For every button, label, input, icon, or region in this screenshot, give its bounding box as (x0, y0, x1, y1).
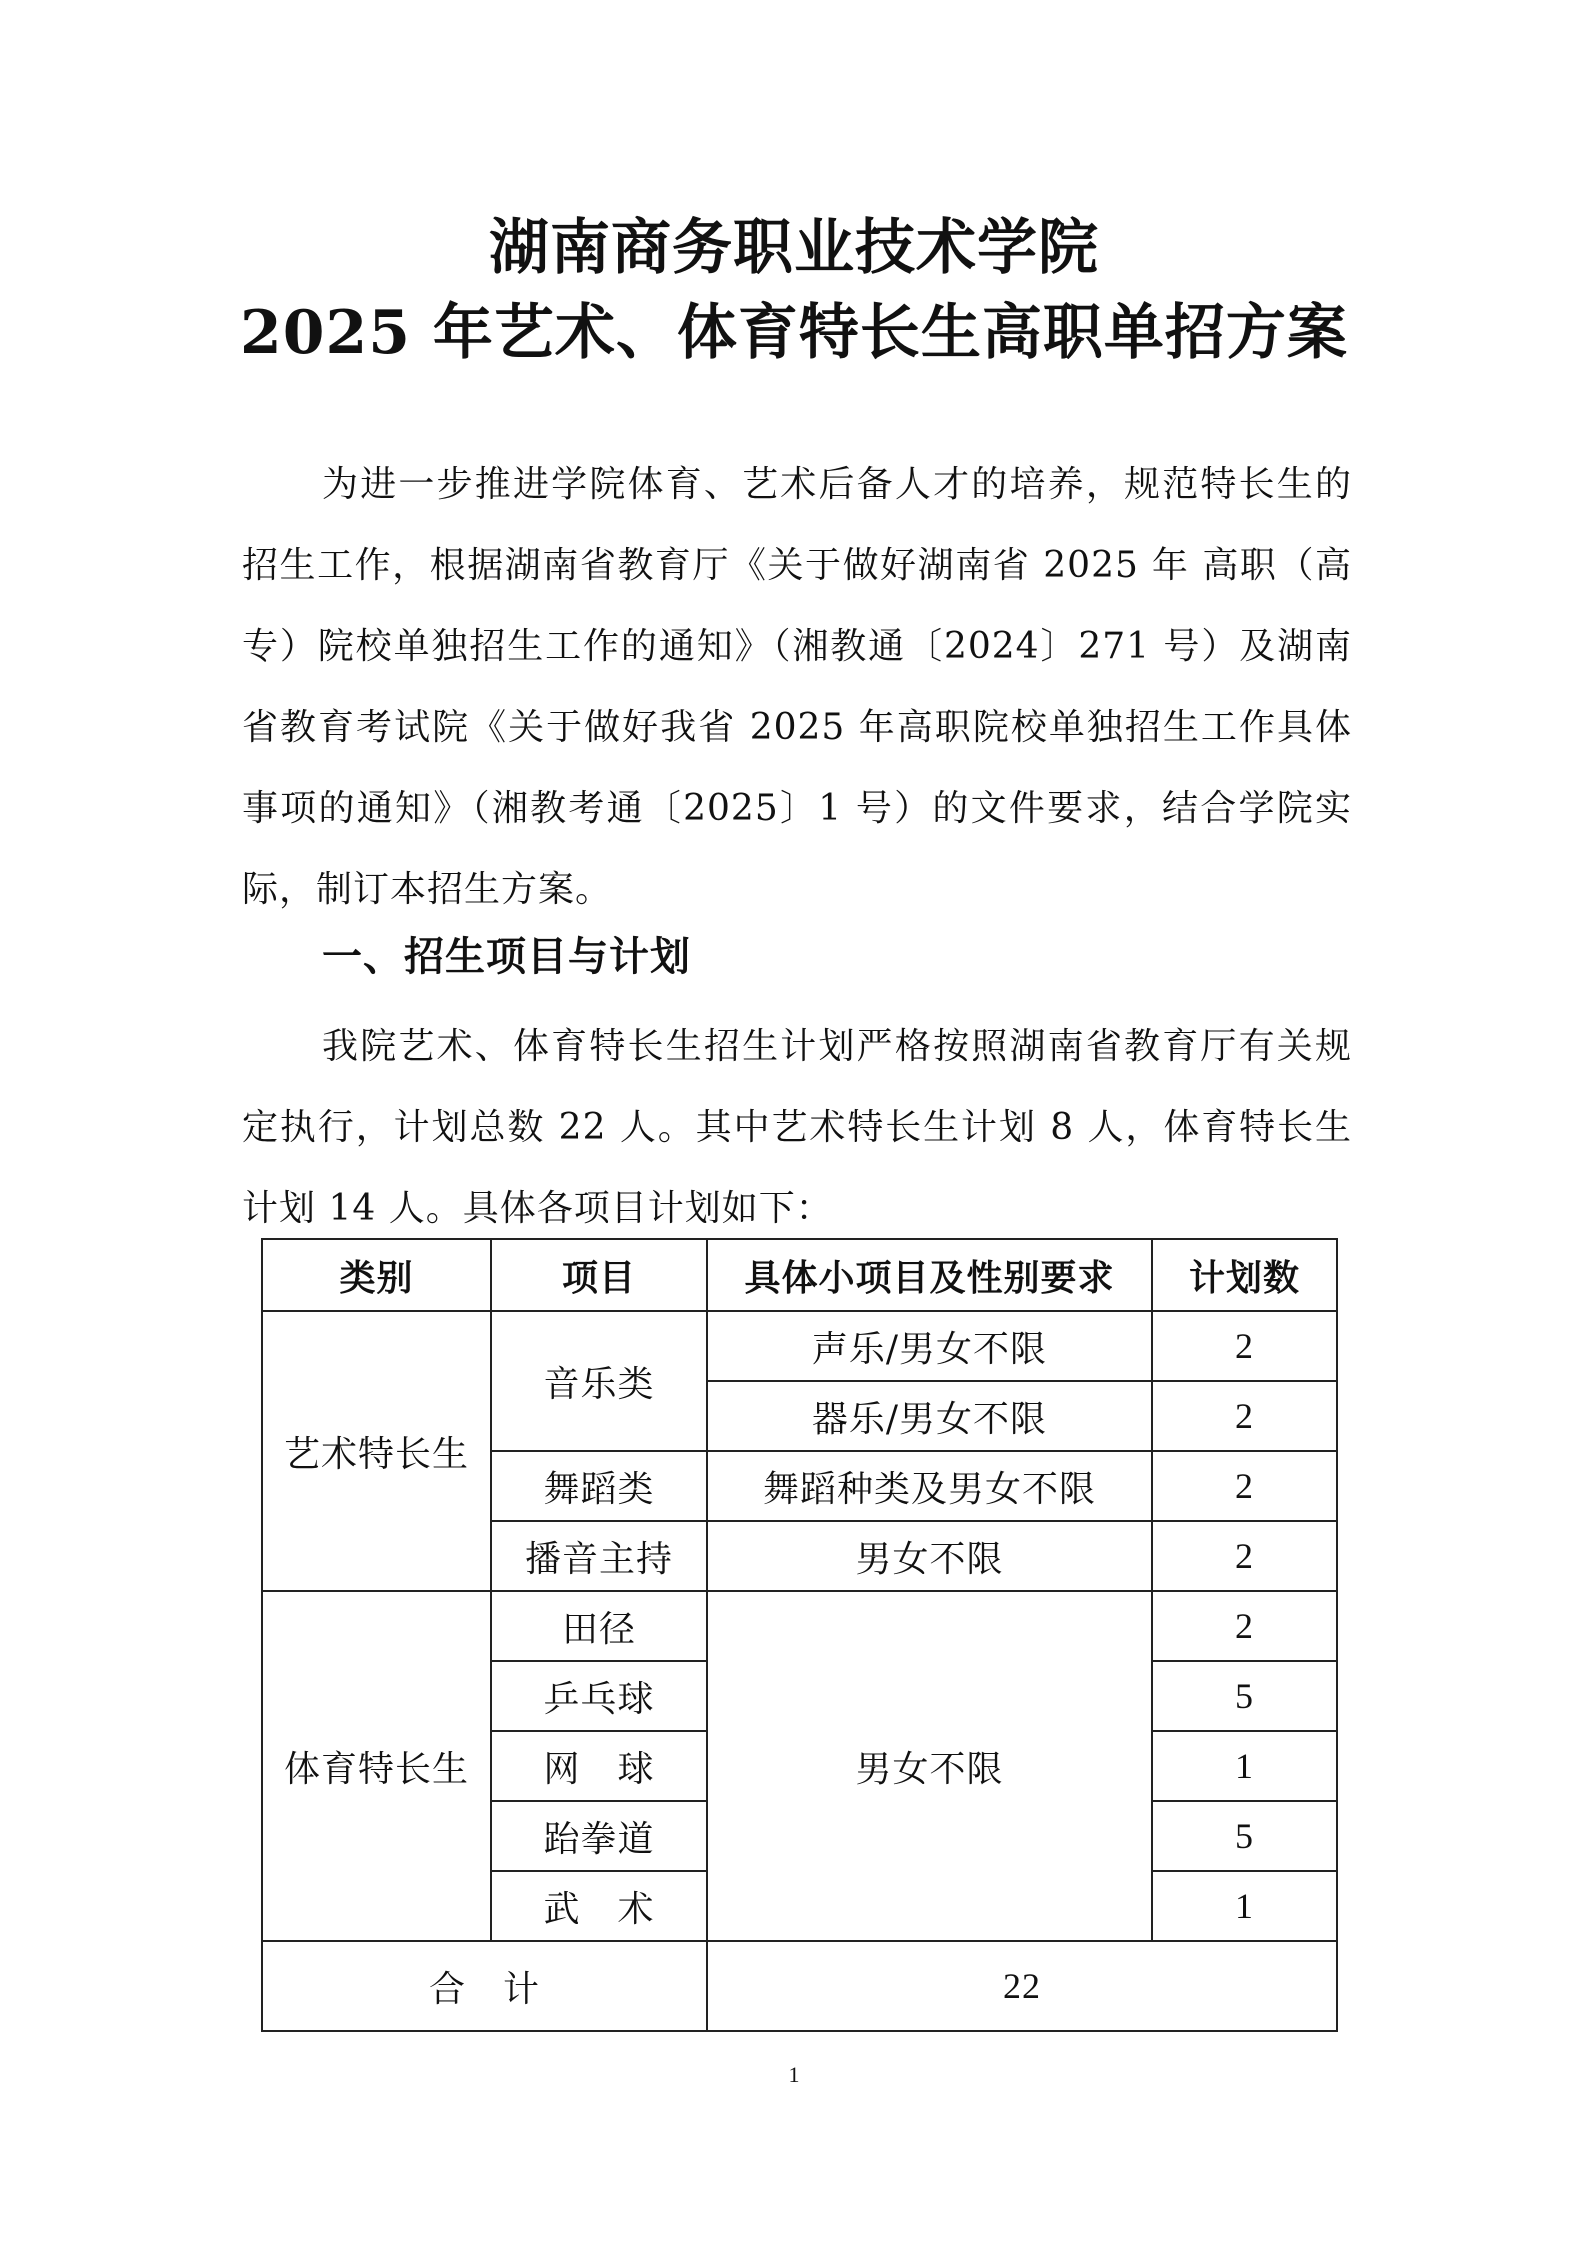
table-total-row (262, 1941, 1337, 2031)
count-sport: 5 (1152, 1661, 1337, 1731)
intro-paragraph: 为进一步推进学院体育、艺术后备人才的培养，规范特长生的招生工作，根据湖南省教育厅《关于做好湖南省 2025 年 高职（高专）院校单独招生工作的通知》（湘教通〔2024〕271 号）及湖南省教育考试院《关于做好我省 2025 年高职院校单独招生工作具体事项的通知》（湘教考通〔2025〕1 号）的文件要求，结合学院实际，制订本招生方案。 (242, 464, 1352, 910)
header-item: 项目 (491, 1239, 707, 1311)
item-broadcast: 播音主持 (491, 1521, 707, 1591)
total-value: 22 (707, 1941, 1337, 2031)
detail-broadcast: 男女不限 (707, 1521, 1152, 1591)
count-broadcast: 2 (1152, 1521, 1337, 1591)
detail-instrument: 器乐/男女不限 (707, 1381, 1152, 1451)
count-sport: 5 (1152, 1801, 1337, 1871)
item-sport: 武 术 (491, 1871, 707, 1941)
detail-vocal: 声乐/男女不限 (707, 1311, 1152, 1381)
item-sport: 田径 (491, 1591, 707, 1661)
section-heading: 一、招生项目与计划 (322, 934, 691, 980)
document-title-line2: 2025 年艺术、体育特长生高职单招方案 (240, 298, 1348, 368)
table-row (262, 1591, 1337, 1661)
count-sport: 1 (1152, 1871, 1337, 1941)
category-sports: 体育特长生 (262, 1591, 491, 1941)
enrollment-plan-table (261, 1238, 1338, 2032)
document-title-line1: 湖南商务职业技术学院 (489, 213, 1099, 283)
header-plan-count: 计划数 (1152, 1239, 1337, 1311)
page-number: 1 (788, 2062, 800, 2087)
header-category: 类别 (262, 1239, 491, 1311)
item-sport: 跆拳道 (491, 1801, 707, 1871)
item-music: 音乐类 (491, 1311, 707, 1451)
item-sport: 乒乓球 (491, 1661, 707, 1731)
section-paragraph: 我院艺术、体育特长生招生计划严格按照湖南省教育厅有关规定执行，计划总数 22 人。其中艺术特长生计划 8 人，体育特长生计划 14 人。具体各项目计划如下： (242, 1026, 1352, 1229)
header-detail: 具体小项目及性别要求 (707, 1239, 1152, 1311)
detail-sports: 男女不限 (707, 1591, 1152, 1941)
table-row (262, 1311, 1337, 1381)
table-header-row (262, 1239, 1337, 1311)
count-sport: 2 (1152, 1591, 1337, 1661)
category-art: 艺术特长生 (262, 1311, 491, 1591)
item-sport: 网 球 (491, 1731, 707, 1801)
total-label: 合 计 (262, 1941, 707, 2031)
item-dance: 舞蹈类 (491, 1451, 707, 1521)
count-dance: 2 (1152, 1451, 1337, 1521)
count-sport: 1 (1152, 1731, 1337, 1801)
count-vocal: 2 (1152, 1311, 1337, 1381)
count-instrument: 2 (1152, 1381, 1337, 1451)
detail-dance: 舞蹈种类及男女不限 (707, 1451, 1152, 1521)
